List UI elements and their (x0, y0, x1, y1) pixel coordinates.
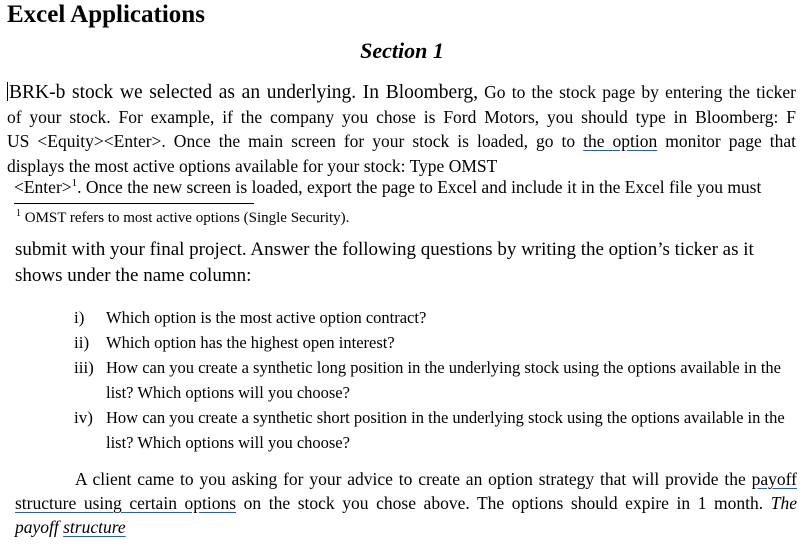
footnote-mark: 1 (16, 208, 21, 219)
footnote-text: OMST refers to most active options (Single Security). (21, 210, 350, 226)
list-number: ii) (74, 333, 90, 352)
paragraph-client (15, 467, 797, 539)
paragraph-instructions (7, 80, 796, 178)
list-item (74, 355, 799, 405)
paragraph-submit (15, 237, 795, 289)
paragraph-line: of your stock. For example, if the company you chose is Ford Motors, you should type in Bloomberg: F (7, 106, 796, 127)
paragraph-line: submit with your final project. Answer the following questions by writing the option’s ticker as it (15, 239, 754, 260)
option-monitor-link-text: the option (583, 131, 658, 151)
text-run: Go to the stock page by entering the ticker (477, 82, 797, 102)
paragraph-line: shows under the name column: (15, 265, 252, 286)
paragraph-line (15, 515, 797, 539)
paragraph-line (7, 80, 796, 105)
paragraph-line: displays the most active options available for your stock: Type OMST (7, 155, 498, 176)
underlined-text: structure (63, 517, 126, 537)
paragraph-line (15, 467, 797, 491)
underlined-text: payoff (751, 469, 797, 489)
text-run: BRK-b stock we selected as an underlying. In Bloomberg, (9, 82, 478, 103)
list-text: Which option is the most active option contract? (106, 308, 427, 327)
list-text: Which option has the highest open interest? (106, 333, 395, 352)
footnote-separator (14, 203, 254, 204)
list-text: How can you create a synthetic short position in the underlying stock using the options available in the list? Which options will you choose? (106, 408, 785, 452)
paragraph-line (15, 491, 797, 515)
paragraph-line-enter (14, 177, 761, 198)
paragraph-line (7, 129, 796, 154)
text-run: <Enter> (14, 177, 72, 197)
question-list (74, 305, 799, 455)
text-run: monitor page that (657, 131, 796, 151)
text-run: on the stock you chose above. The options should expire in 1 month. (236, 493, 771, 513)
list-number: iv) (74, 408, 93, 427)
italic-text: The (770, 493, 797, 513)
text-cursor (7, 82, 8, 101)
text-run: US <Equity><Enter>. Once the main screen for your stock is loaded, go to (7, 131, 584, 151)
italic-text: payoff (15, 517, 64, 537)
section-heading: Section 1 (360, 38, 444, 63)
text-run: . Once the new screen is loaded, export the page to Excel and include it in the Excel file you must (77, 177, 762, 197)
footnote-reference: 1 (71, 177, 78, 190)
list-item (74, 305, 799, 330)
list-item (74, 405, 799, 455)
text-run: A client came to you asking for your advice to create an option strategy that will provide the (75, 469, 752, 489)
underlined-text: structure using certain options (15, 493, 237, 513)
list-number: iii) (74, 358, 94, 377)
list-text: How can you create a synthetic long position in the underlying stock using the options available in the list? Which options will you choose? (106, 358, 781, 402)
list-item (74, 330, 799, 355)
footnote (16, 208, 349, 227)
list-number: i) (74, 308, 85, 327)
document-title: Excel Applications (7, 1, 205, 28)
